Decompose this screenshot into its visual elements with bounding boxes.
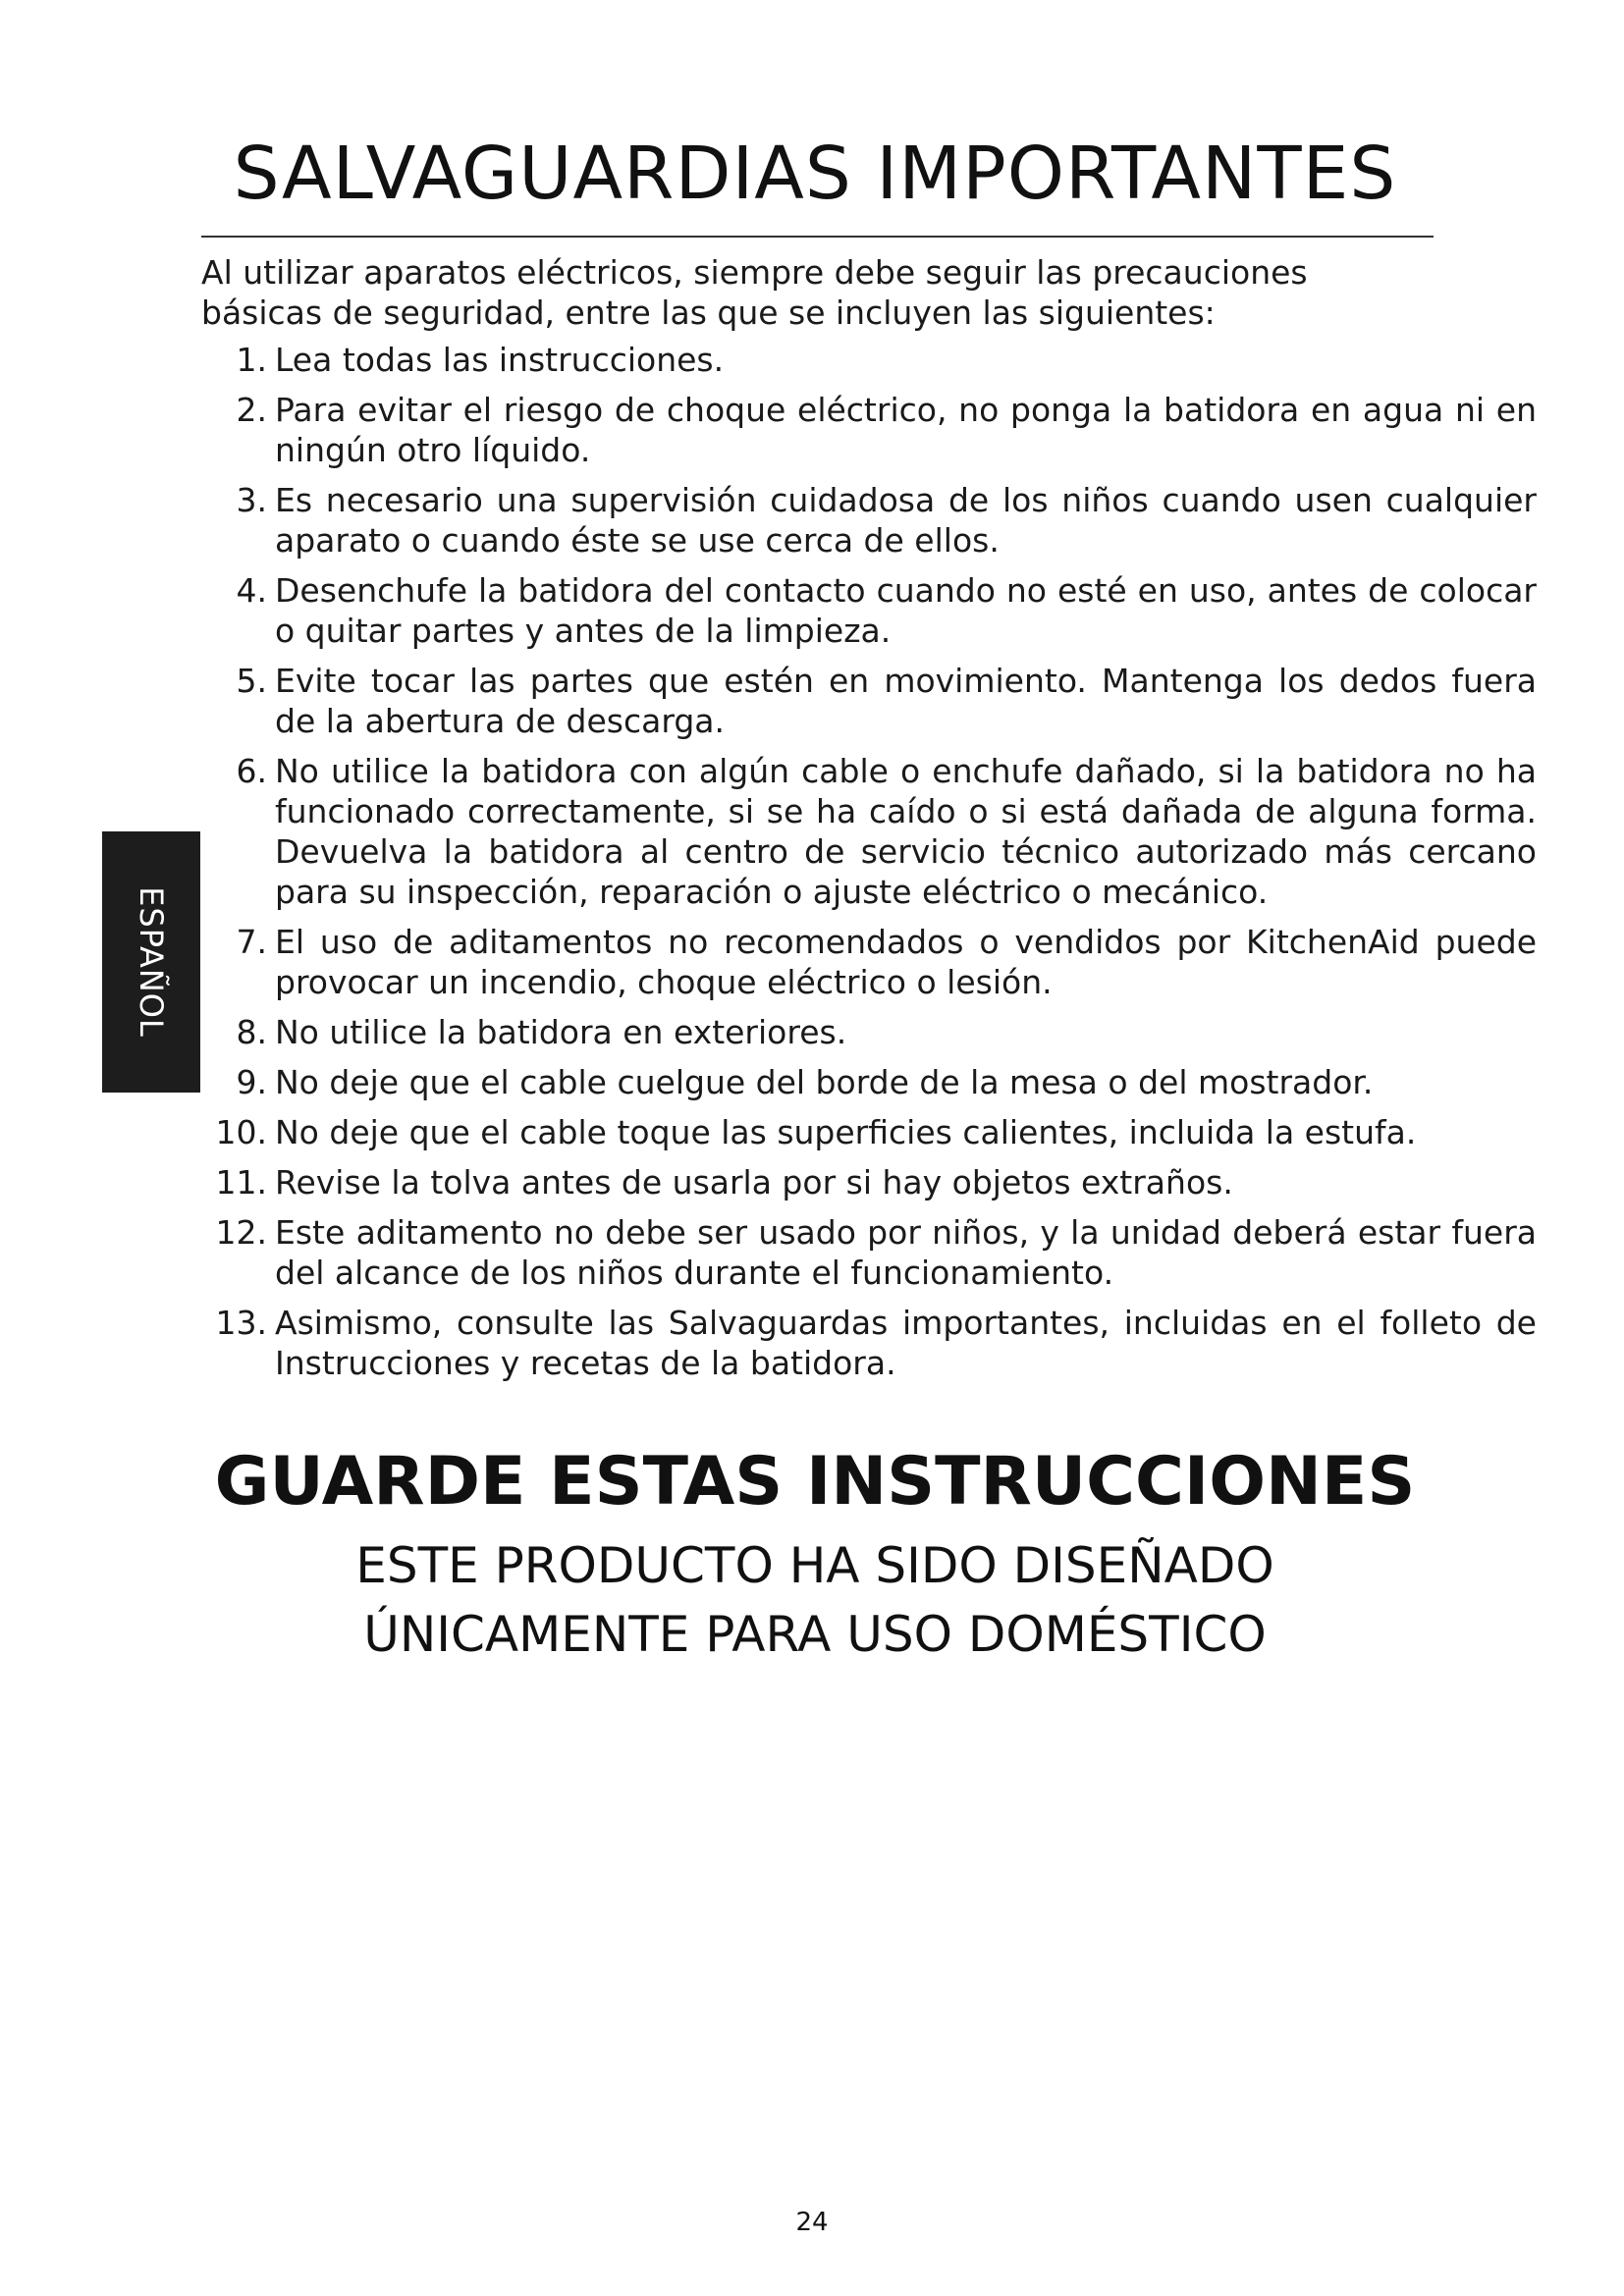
list-item-number: 5. <box>236 662 267 700</box>
list-item-number: 12. <box>215 1213 267 1252</box>
list-item-text: Evite tocar las partes que estén en movimiento. Mantenga los dedos fuera de la abertura de descarga. <box>275 662 1537 740</box>
intro-paragraph: Al utilizar aparatos eléctricos, siempre debe seguir las precauciones básicas de seguridad, entre las que se incluyen las siguientes: <box>201 253 1308 332</box>
list-item <box>201 1212 1537 1293</box>
list-item-text: No utilice la batidora en exteriores. <box>275 1013 847 1051</box>
list-item-text: Este aditamento no debe ser usado por niños, y la unidad deberá estar fuera del alcance de los niños durante el funcionamiento. <box>275 1213 1537 1292</box>
list-item <box>201 661 1537 741</box>
list-item-text: Desenchufe la batidora del contacto cuando no esté en uso, antes de colocar o quitar partes y antes de la limpieza. <box>275 571 1537 650</box>
household-use-notice <box>201 1531 1429 1669</box>
list-item-number: 9. <box>236 1063 267 1101</box>
list-item <box>201 751 1537 912</box>
list-item-text: Lea todas las instrucciones. <box>275 341 725 379</box>
list-item-number: 7. <box>236 923 267 961</box>
list-item <box>201 390 1537 470</box>
list-item-number: 11. <box>215 1163 267 1201</box>
list-item <box>201 1012 1537 1052</box>
save-instructions-heading: GUARDE ESTAS INSTRUCCIONES <box>214 1443 1416 1521</box>
list-item-number: 1. <box>236 341 267 379</box>
list-item-number: 8. <box>236 1013 267 1051</box>
list-item-number: 4. <box>236 571 267 610</box>
list-item <box>201 570 1537 651</box>
list-item-text: Es necesario una supervisión cuidadosa de los niños cuando usen cualquier aparato o cuando éste se use cerca de ellos. <box>275 481 1537 560</box>
list-item-number: 3. <box>236 481 267 519</box>
household-use-notice-line-2: ÚNICAMENTE PARA USO DOMÉSTICO <box>363 1606 1267 1663</box>
list-item <box>201 340 1537 380</box>
list-item-number: 13. <box>215 1304 267 1342</box>
list-item-text: No deje que el cable toque las superficies calientes, incluida la estufa. <box>275 1113 1417 1151</box>
list-item <box>201 480 1537 561</box>
list-item <box>201 922 1537 1002</box>
page-title: SALVAGUARDIAS IMPORTANTES <box>233 132 1397 216</box>
list-item <box>201 1112 1537 1152</box>
list-item <box>201 1062 1537 1102</box>
household-use-notice-line-1: ESTE PRODUCTO HA SIDO DISEÑADO <box>355 1537 1274 1594</box>
list-item-text: El uso de aditamentos no recomendados o vendidos por KitchenAid puede provocar un incendio, choque eléctrico o lesión. <box>275 923 1537 1001</box>
list-item-text: Revise la tolva antes de usarla por si hay objetos extraños. <box>275 1163 1233 1201</box>
list-item-text: Para evitar el riesgo de choque eléctrico, no ponga la batidora en agua ni en ningún otro líquido. <box>275 391 1537 469</box>
list-item-text: No utilice la batidora con algún cable o enchufe dañado, si la batidora no ha funcionado correctamente, si se ha caído o si está dañada de alguna forma. Devuelva la batidora al centro de servicio técnico autorizado más cercano para su inspección, reparación o ajuste eléctrico o mecánico. <box>275 752 1537 911</box>
language-tab-label: ESPAÑOL <box>133 886 170 1038</box>
list-item-number: 10. <box>215 1113 267 1151</box>
safeguards-list <box>201 340 1537 1393</box>
list-item-text: Asimismo, consulte las Salvaguardas importantes, incluidas en el folleto de Instrucciones y recetas de la batidora. <box>275 1304 1537 1382</box>
list-item-text: No deje que el cable cuelgue del borde de la mesa o del mostrador. <box>275 1063 1374 1101</box>
title-divider <box>201 236 1434 238</box>
list-item-number: 2. <box>236 391 267 429</box>
list-item-number: 6. <box>236 752 267 790</box>
list-item <box>201 1303 1537 1383</box>
language-side-tab <box>102 831 200 1093</box>
list-item <box>201 1162 1537 1202</box>
page-number: 24 <box>795 2208 829 2237</box>
